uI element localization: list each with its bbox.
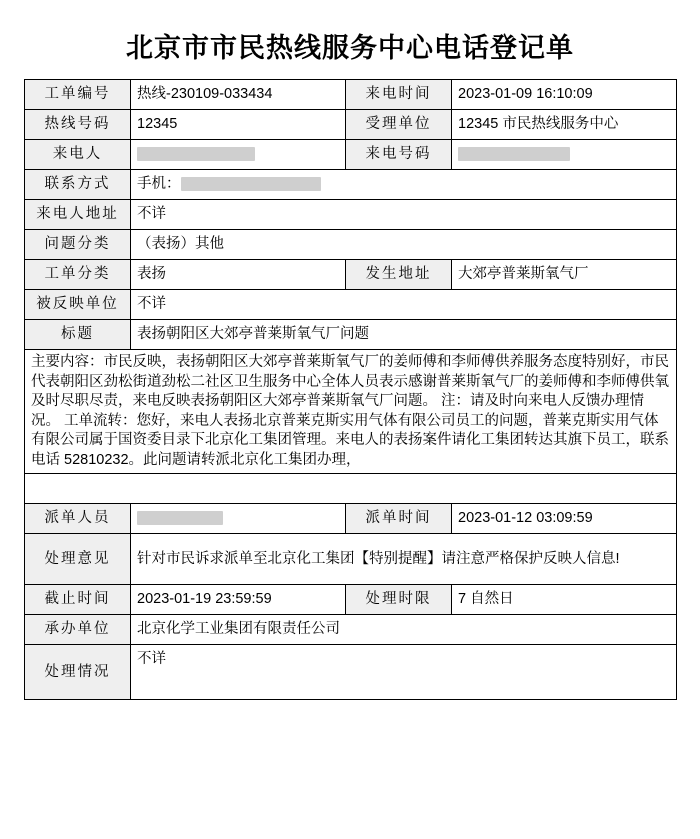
label-order-no: 工单编号 (25, 80, 131, 110)
label-hotline-no: 热线号码 (25, 110, 131, 140)
redaction-block (137, 147, 255, 161)
table-row (25, 534, 677, 585)
table-row (25, 504, 677, 534)
table-row-main-content (25, 350, 677, 474)
label-caller-address: 来电人地址 (25, 200, 131, 230)
label-handling-unit: 受理单位 (346, 110, 452, 140)
table-row (25, 615, 677, 645)
value-call-time: 2023-01-09 16:10:09 (452, 80, 677, 110)
table-row (25, 290, 677, 320)
table-row (25, 140, 677, 170)
value-caller-address: 不详 (131, 200, 677, 230)
label-subject: 标题 (25, 320, 131, 350)
value-order-category: 表扬 (131, 260, 346, 290)
value-question-category: （表扬）其他 (131, 230, 677, 260)
table-row (25, 645, 677, 700)
label-dispatcher: 派单人员 (25, 504, 131, 534)
table-row-spacer (25, 474, 677, 504)
table-row (25, 200, 677, 230)
value-handling-status: 不详 (131, 645, 677, 700)
label-dispatch-time: 派单时间 (346, 504, 452, 534)
page-title: 北京市市民热线服务中心电话登记单 (126, 33, 574, 64)
value-order-no: 热线-230109-033434 (131, 80, 346, 110)
label-call-time: 来电时间 (346, 80, 452, 110)
table-row (25, 80, 677, 110)
value-contact (131, 170, 677, 200)
table-row (25, 170, 677, 200)
label-deadline: 截止时间 (25, 585, 131, 615)
label-handling-opinion: 处理意见 (25, 534, 131, 585)
label-undertaking-unit: 承办单位 (25, 615, 131, 645)
value-dispatch-time: 2023-01-12 03:09:59 (452, 504, 677, 534)
main-content-text: 市民反映，表扬朝阳区大郊亭普莱斯氧气厂的姜师傅和李师傅供养服务态度特别好，市民代表朝阳区劲松街道劲松二社区卫生服务中心全体人员表示感谢普莱斯氧气厂的姜师傅和李师傅供氧及时尽职尽责，来电反映表扬朝阳区大郊亭普莱斯氧气厂问题。 注：请及时向来电人反馈办理情况。 工单流转：您好，来电人表扬北京普莱克斯实用气体有限公司员工的问题，普莱克斯实用气体有限公司属于国资委目录下北京化工集团管理。来电人的表扬案件请化工集团转达其旗下员工，联系电话 52810232。此问题请转派北京化工集团办理， (31, 354, 669, 468)
contact-prefix: 手机： (137, 175, 181, 192)
value-time-limit: 7 自然日 (452, 585, 677, 615)
label-order-category: 工单分类 (25, 260, 131, 290)
value-hotline-no: 12345 (131, 110, 346, 140)
table-row (25, 260, 677, 290)
value-subject: 表扬朝阳区大郊亭普莱斯氧气厂问题 (131, 320, 677, 350)
table-row (25, 320, 677, 350)
value-handling-unit: 12345 市民热线服务中心 (452, 110, 677, 140)
value-caller-number (452, 140, 677, 170)
main-content-label: 主要内容： (31, 354, 104, 370)
redaction-block (181, 177, 321, 191)
label-caller-number: 来电号码 (346, 140, 452, 170)
value-main-content (25, 350, 677, 474)
value-incident-address: 大郊亭普莱斯氧气厂 (452, 260, 677, 290)
table-row (25, 110, 677, 140)
value-dispatcher (131, 504, 346, 534)
redaction-block (458, 147, 570, 161)
table-row (25, 230, 677, 260)
redaction-block (137, 511, 223, 525)
label-reflected-unit: 被反映单位 (25, 290, 131, 320)
value-reflected-unit: 不详 (131, 290, 677, 320)
label-incident-address: 发生地址 (346, 260, 452, 290)
table-row (25, 585, 677, 615)
label-time-limit: 处理时限 (346, 585, 452, 615)
spacer-cell (25, 474, 677, 504)
value-undertaking-unit: 北京化学工业集团有限责任公司 (131, 615, 677, 645)
value-handling-opinion: 针对市民诉求派单至北京化工集团【特别提醒】请注意严格保护反映人信息! (131, 534, 677, 585)
label-question-category: 问题分类 (25, 230, 131, 260)
label-contact: 联系方式 (25, 170, 131, 200)
label-handling-status: 处理情况 (25, 645, 131, 700)
value-caller (131, 140, 346, 170)
value-deadline: 2023-01-19 23:59:59 (131, 585, 346, 615)
label-caller: 来电人 (25, 140, 131, 170)
registration-table (24, 79, 677, 700)
